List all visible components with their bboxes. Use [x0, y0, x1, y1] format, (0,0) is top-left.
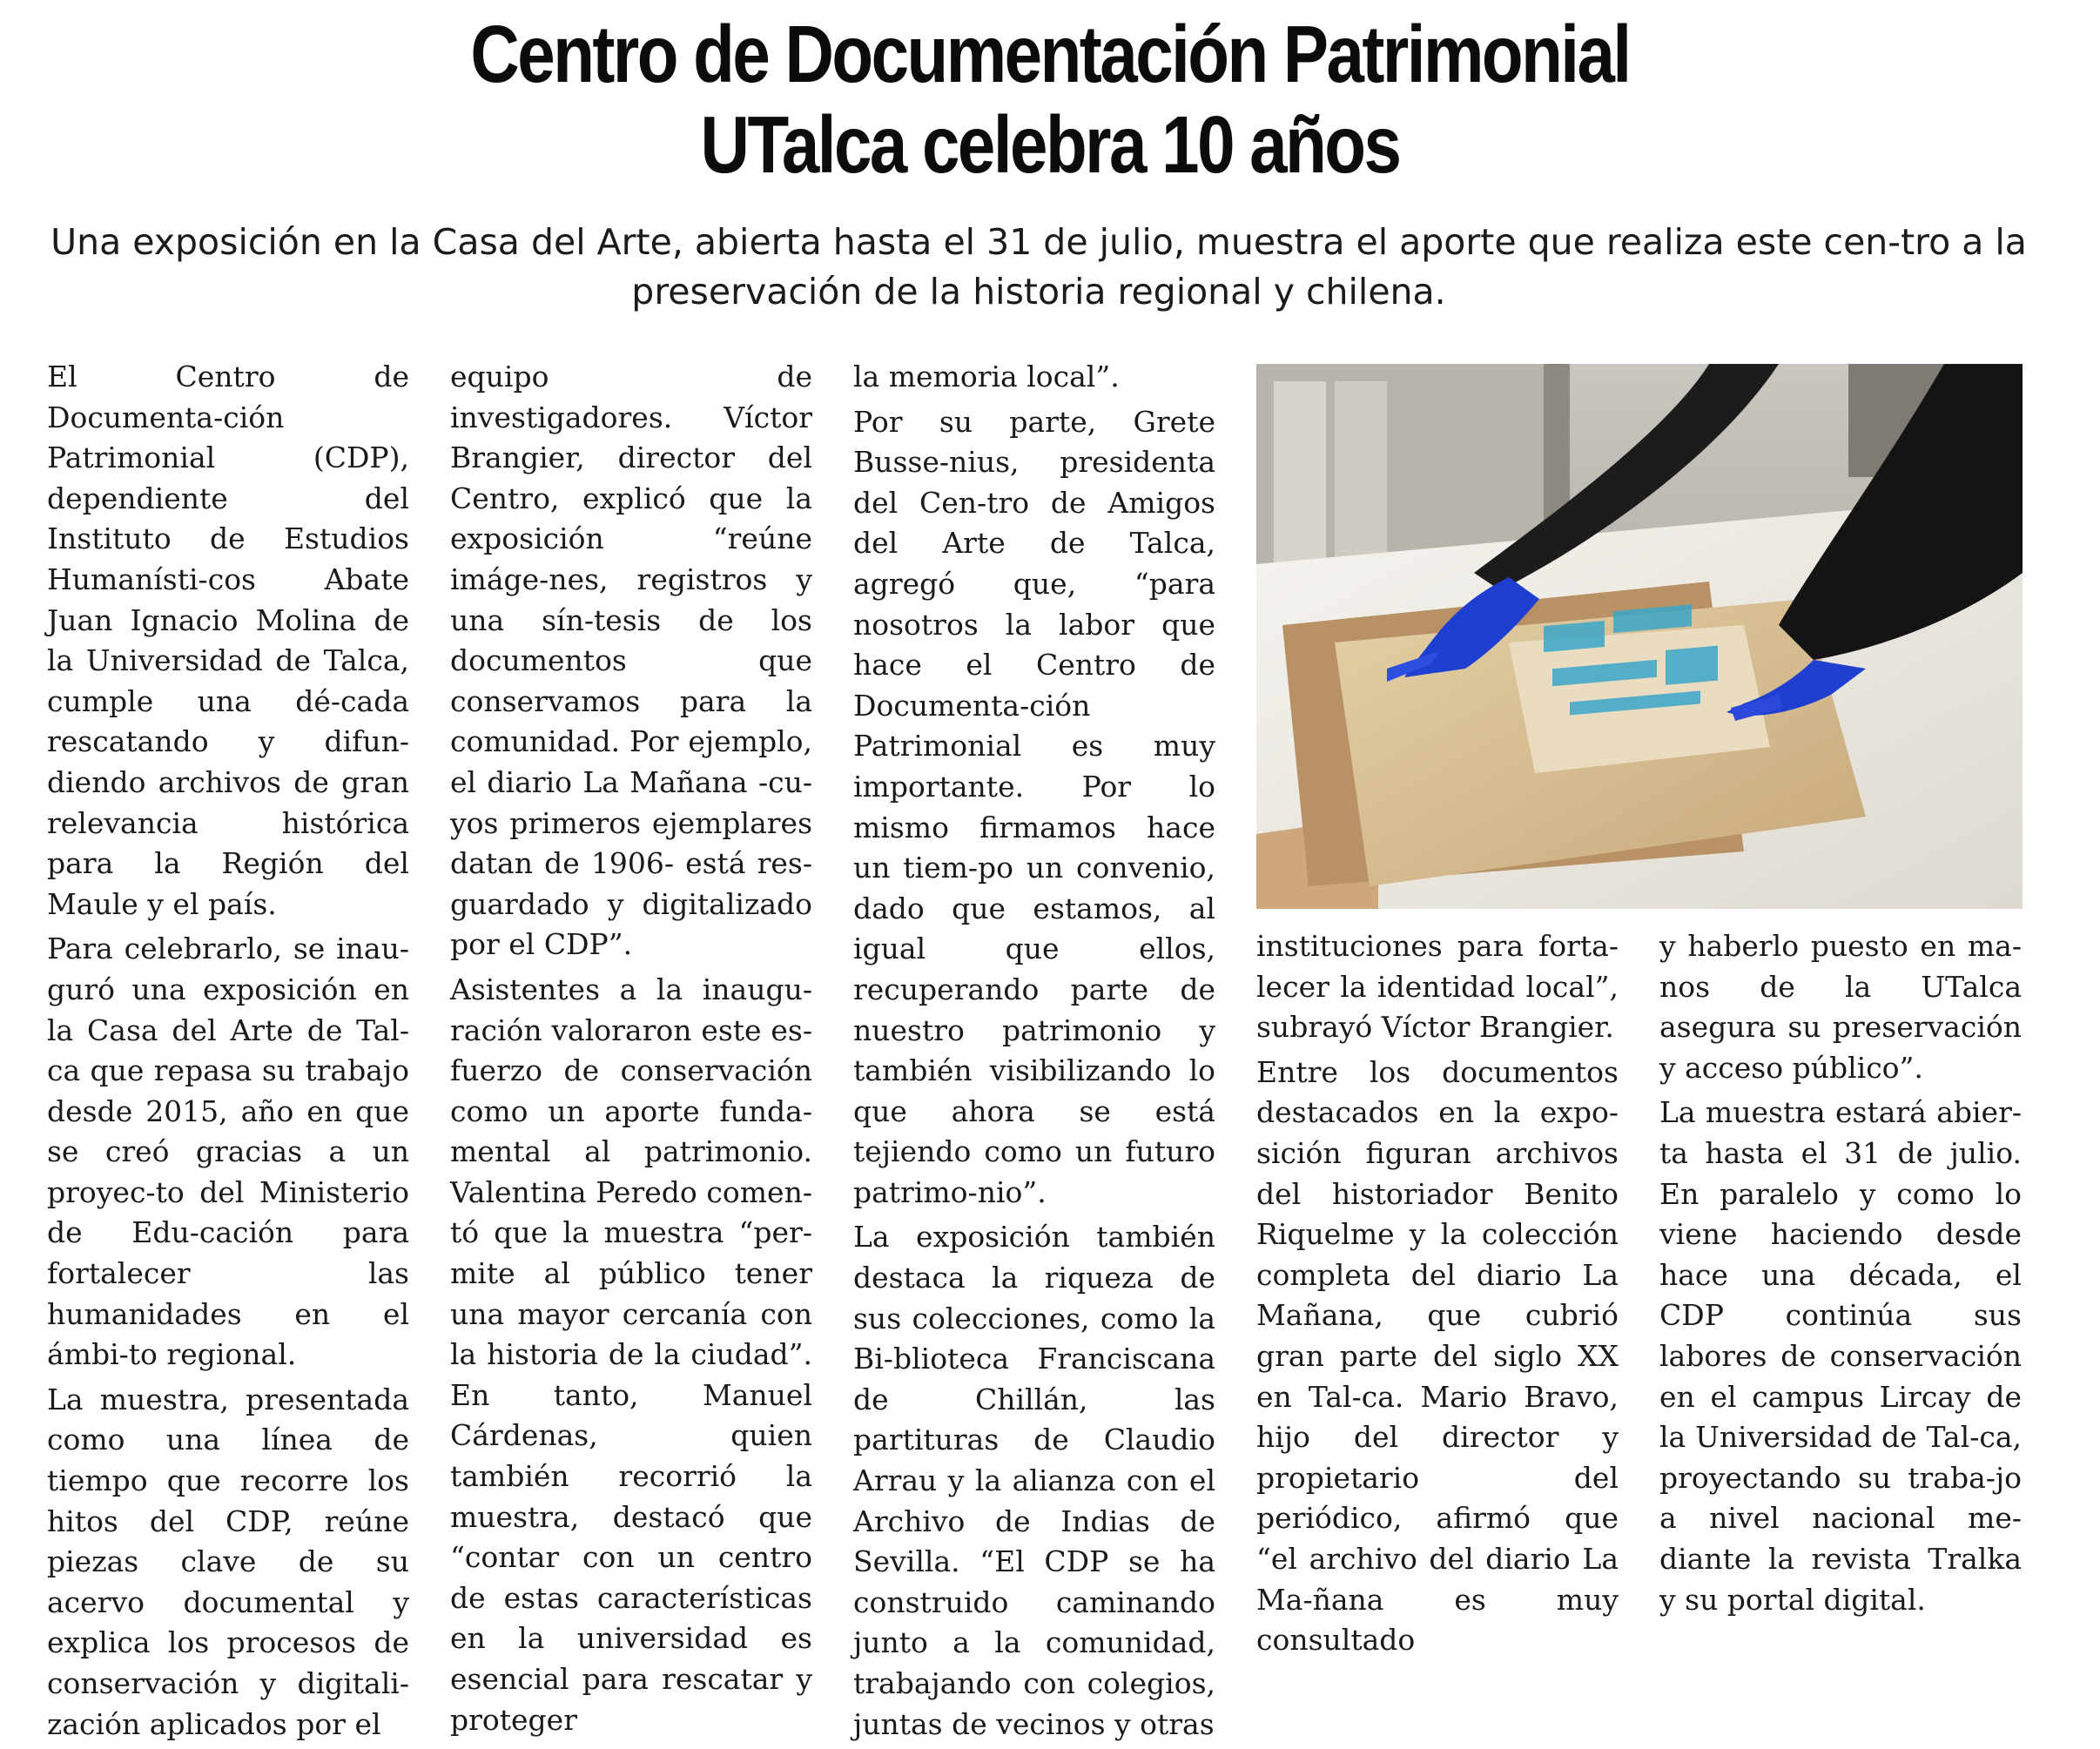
article-photo: [1256, 364, 2023, 909]
paragraph: El Centro de Documenta-ción Patrimonial (CDP), dependiente del Instituto de Estudios Humanísti-cos Abate Juan Ignacio Molina de la Universidad de Talca, cumple una dé-cada rescatando y difun-diendo archivos de gran relevancia histórica para la Región del Maule y el país.: [47, 360, 409, 921]
paragraph: instituciones para forta-lecer la identidad local”, subrayó Víctor Brangier.: [1256, 929, 1619, 1045]
paragraph: y haberlo puesto en ma-nos de la UTalca asegura su preservación y acceso público”.: [1659, 929, 2022, 1085]
paragraph: Por su parte, Grete Busse-nius, presidenta del Cen-tro de Amigos del Arte de Talca, agregó que, “para nosotros la labor que hace el Centro de Documenta-ción Patrimonial es muy importante. Por lo mismo firmamos hace un tiem-po un convenio, dado que estamos, al igual que ellos, recuperando parte de nuestro patrimonio y también visibilizando lo que ahora se está tejiendo como un futuro patrimo-nio”.: [853, 404, 1215, 1209]
paragraph: La muestra, presentada como una línea de tiempo que recorre los hitos del CDP, reúne piezas clave de su acervo documental y explica los procesos de conservación y digitali-zación aplicados por el: [47, 1382, 409, 1741]
paragraph: La muestra estará abier-ta hasta el 31 de julio. En paralelo y como lo viene haciendo desde hace una década, el CDP continúa sus labores de conservación en el campus Lircay de la Universidad de Tal-ca, proyectando su traba-jo a nivel nacional me-diante la revista Tralka y su portal digital.: [1659, 1095, 2022, 1617]
paragraph: Asistentes a la inaugu-ración valoraron este es-fuerzo de conservación como un aporte funda-mental al patrimonio. Valentina Peredo comen-tó que la muestra “per-mite al público tener una mayor cercanía con la historia de la ciudad”. En tanto, Manuel Cárdenas, quien también recorrió la muestra, destacó que “contar con un centro de estas características en la universidad es esencial para rescatar y proteger: [450, 972, 812, 1737]
column-3: [853, 357, 1215, 1749]
deck-subtitle: Una exposición en la Casa del Arte, abierta hasta el 31 de julio, muestra el aporte que realiza este cen-tro a la preservación de la historia regional y chilena.: [50, 221, 2027, 313]
headline-line-2: UTalca celebra 10 años: [700, 99, 1400, 190]
paragraph: La exposición también destaca la riqueza de sus colecciones, como la Bi-blioteca Franciscana de Chillán, las partituras de Claudio Arrau y la alianza con el Archivo de Indias de Sevilla. “El CDP se ha construido caminando junto a la comunidad, trabajando con colegios, juntas de vecinos y otras: [853, 1220, 1215, 1741]
headline: [168, 9, 1932, 190]
column-4: [1256, 926, 1619, 1665]
paragraph: la memoria local”.: [853, 360, 1120, 394]
column-2: [450, 357, 812, 1745]
paragraph: equipo de investigadores. Víctor Brangier, director del Centro, explicó que la exposición “reúne imáge-nes, registros y una sín-tesis de los documentos que conservamos para la comunidad. Por ejemplo, el diario La Mañana -cu-yos primeros ejemplares datan de 1906- está res-guardado y digitalizado por el CDP”.: [450, 360, 812, 962]
paragraph: Entre los documentos destacados en la expo-sición figuran archivos del historiador Benito Riquelme y la colección completa del diario La Mañana, que cubrió gran parte del siglo XX en Tal-ca. Mario Bravo, hijo del director y propietario del periódico, afirmó que “el archivo del diario La Ma-ñana es muy consultado: [1256, 1054, 1619, 1658]
headline-line-1: Centro de Documentación Patrimonial: [470, 9, 1630, 99]
paragraph: Para celebrarlo, se inau-guró una exposición en la Casa del Arte de Tal-ca que repasa su trabajo desde 2015, año en que se creó gracias a un proyec-to del Ministerio de Edu-cación para fortalecer las humanidades en el ámbi-to regional.: [47, 932, 409, 1372]
column-5: [1659, 926, 2022, 1625]
photo-illustration: [1256, 364, 2023, 909]
column-1: [47, 357, 409, 1749]
